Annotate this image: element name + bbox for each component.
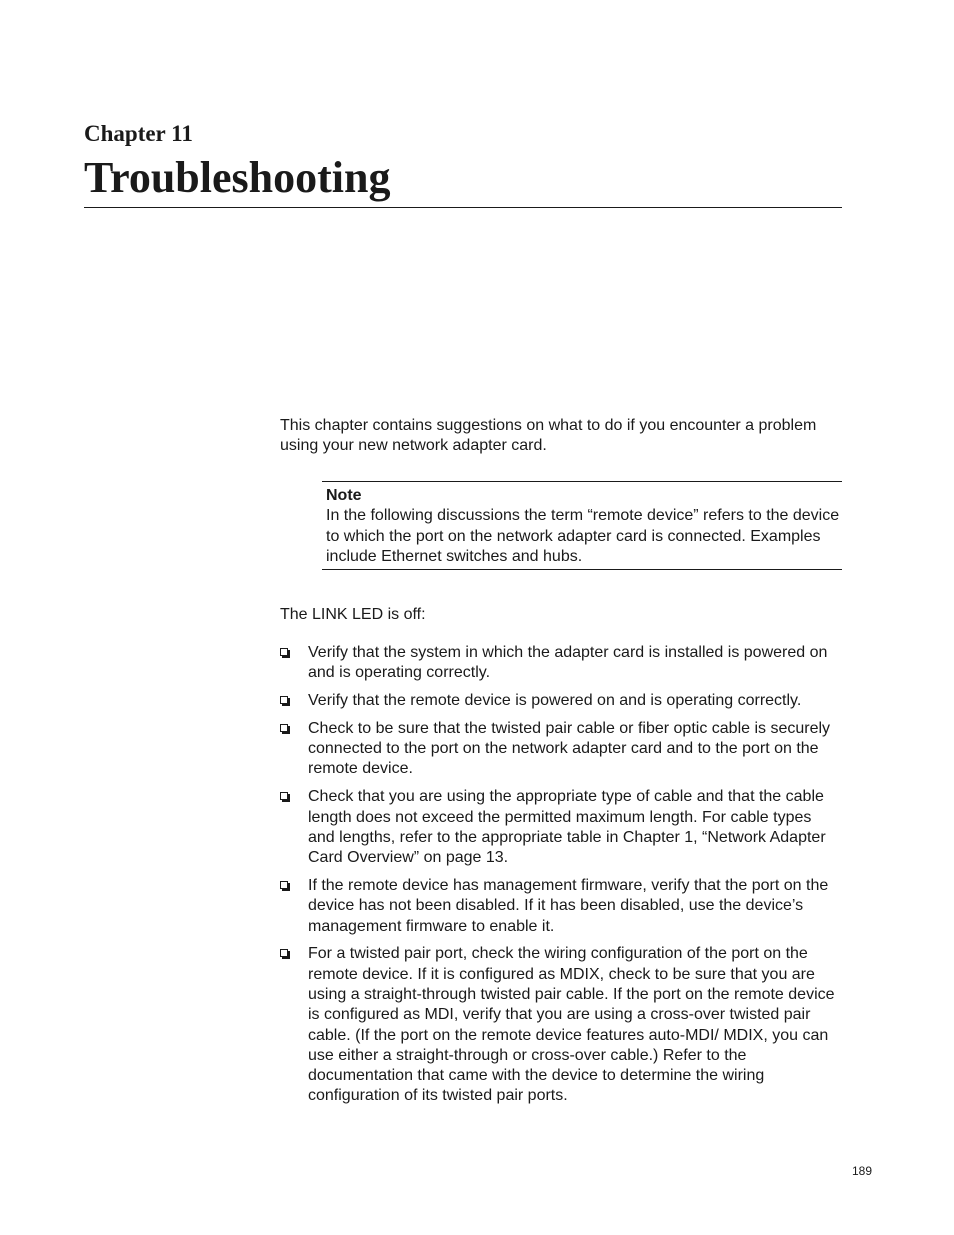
- checkbox-bullet-icon: [280, 949, 288, 957]
- list-item: [280, 719, 842, 780]
- checkbox-bullet-icon: [280, 724, 288, 732]
- list-item: [280, 944, 842, 1106]
- note-body: In the following discussions the term “remote device” refers to the device to which the port on the network adapter card is connected. Examples include Ethernet switches and hubs.: [326, 507, 840, 565]
- note-box: [322, 481, 842, 570]
- intro-paragraph: This chapter contains suggestions on what to do if you encounter a problem using your new network adapter card.: [280, 417, 817, 455]
- list-item-text: If the remote device has management firmware, verify that the port on the device has not been disabled. If it has been disabled, use the device’s management firmware to enable it.: [308, 876, 829, 935]
- list-item-text: Check that you are using the appropriate type of cable and that the cable length does not exceed the permitted maximum length. For cable types and lengths, refer to the appropriate table in Chapter 1, “Network Adapter Card Overview” on page 13.: [308, 788, 826, 867]
- chapter-title: Troubleshooting: [84, 153, 391, 202]
- chapter-label: Chapter 11: [84, 121, 193, 146]
- list-item: [280, 787, 842, 868]
- page-number: 189: [852, 1164, 873, 1178]
- checkbox-bullet-icon: [280, 648, 288, 656]
- title-divider: [84, 207, 842, 208]
- troubleshooting-list: [280, 643, 842, 1114]
- note-heading: Note: [326, 487, 362, 504]
- section-lead: The LINK LED is off:: [280, 606, 426, 623]
- list-item: [280, 643, 842, 684]
- checkbox-bullet-icon: [280, 792, 288, 800]
- list-item: [280, 876, 842, 937]
- list-item-text: For a twisted pair port, check the wiring configuration of the port on the remote device. If it is configured as MDIX, check to be sure that you are using a straight-through twisted pair cable. If the port on the remote device is configured as MDI, verify that you are using a cross-over twisted pair cable. (If the port on the remote device features auto-MDI/ MDIX, you can use either a straight-through or cross-over cable.) Refer to the documentation that came with the device to determine the wiring configuration of its twisted pair ports.: [308, 945, 835, 1105]
- checkbox-bullet-icon: [280, 881, 288, 889]
- list-item: [280, 691, 842, 711]
- checkbox-bullet-icon: [280, 696, 288, 704]
- list-item-text: Verify that the remote device is powered on and is operating correctly.: [308, 692, 802, 710]
- list-item-text: Check to be sure that the twisted pair cable or fiber optic cable is securely connected to the port on the network adapter card and to the port on the remote device.: [308, 719, 831, 778]
- list-item-text: Verify that the system in which the adapter card is installed is powered on and is operating correctly.: [308, 644, 828, 682]
